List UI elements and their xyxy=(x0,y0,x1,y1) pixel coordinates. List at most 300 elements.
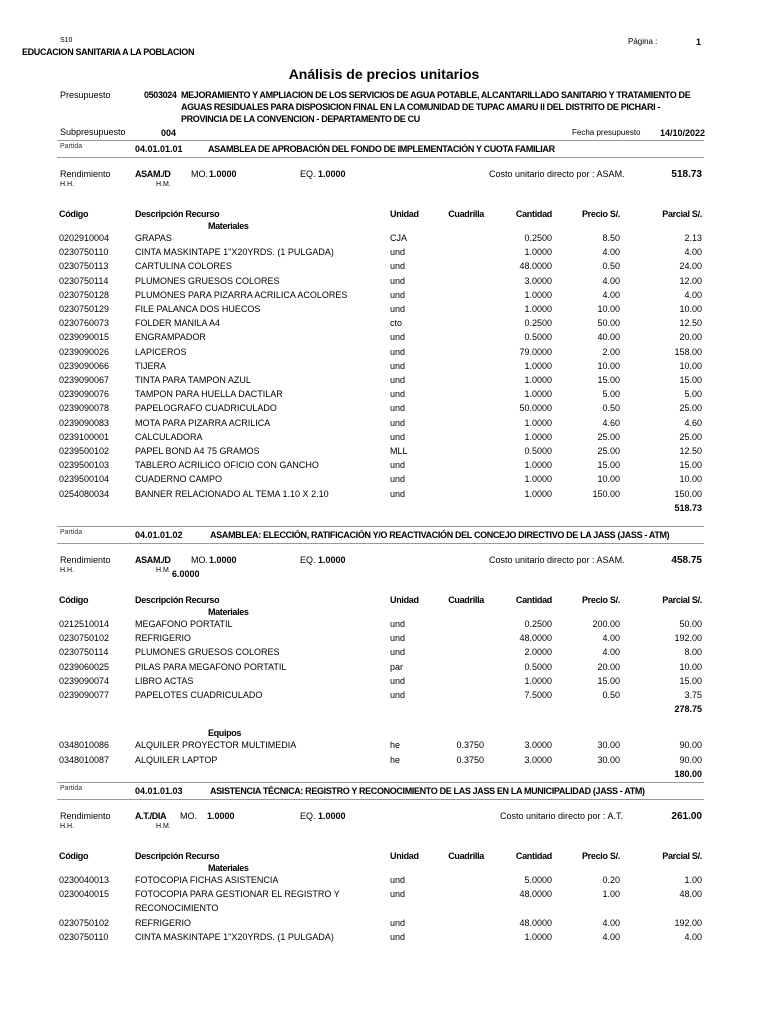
resource-parcial: 12.00 xyxy=(679,275,702,286)
resource-unit: und xyxy=(390,247,406,258)
resource-description: BANNER RELACIONADO AL TEMA 1.10 X 2.10 xyxy=(135,488,329,499)
resource-unit: und xyxy=(390,474,406,485)
presupuesto-desc-line1: MEJORAMIENTO Y AMPLIACION DE LOS SERVICIOS DE AGUA POTABLE, ALCANTARILLADO SANITARIO Y TRATAMIENTO DE xyxy=(181,90,691,100)
resource-parcial: 4.00 xyxy=(684,289,702,300)
resource-cantidad: 48.0000 xyxy=(519,889,552,900)
table-row xyxy=(0,662,768,676)
resource-unit: und xyxy=(390,889,406,900)
resource-precio: 10.00 xyxy=(597,304,620,314)
resource-cantidad: 1.0000 xyxy=(524,417,552,428)
resource-precio: 40.00 xyxy=(597,332,620,343)
resource-cantidad: 1.0000 xyxy=(524,488,552,499)
table-row xyxy=(0,403,768,417)
resource-unit: und xyxy=(390,431,406,442)
resource-code: 0230760073 xyxy=(59,318,110,329)
resource-cantidad: 0.2500 xyxy=(524,318,552,329)
page-label: Página : xyxy=(628,37,658,46)
resource-cantidad: 79.0000 xyxy=(519,346,552,357)
resource-precio: 15.00 xyxy=(597,675,620,686)
hh-label: H.H. xyxy=(60,567,74,574)
organization-name: EDUCACION SANITARIA A LA POBLACION xyxy=(22,47,195,57)
resource-unit: und xyxy=(390,875,406,885)
eq-label: EQ. xyxy=(300,555,316,565)
resource-unit: und xyxy=(390,690,406,700)
table-row xyxy=(0,889,768,914)
presupuesto-desc-line3: PROVINCIA DE LA CONVENCION - DEPARTAMENTO DE CU xyxy=(181,114,420,124)
table-header xyxy=(0,851,768,865)
resource-precio: 200.00 xyxy=(592,619,620,629)
hh-label: H.H. xyxy=(60,823,74,830)
resource-description: CINTA MASKINTAPE 1"X20YRDS. (1 PULGADA) xyxy=(135,247,334,258)
hm-label: H.M. xyxy=(156,823,171,830)
resource-code: 0239500103 xyxy=(59,460,110,471)
rendimiento-unit: ASAM./D xyxy=(135,169,171,179)
presupuesto-desc-line2: AGUAS RESIDUALES PARA DISPOSICION FINAL EN LA COMUNIDAD DE TUPAC AMARU II DEL DISTRITO DE PICHARI - xyxy=(181,102,661,112)
resource-parcial: 90.00 xyxy=(679,754,702,765)
resource-code: 0239090067 xyxy=(59,375,110,385)
partida-label: Partida xyxy=(60,529,83,536)
resource-description: ENGRAMPADOR xyxy=(135,332,206,343)
mo-label: MO. xyxy=(191,169,208,179)
resource-unit: MLL xyxy=(390,446,408,456)
mo-label: MO. xyxy=(180,811,197,821)
resource-precio: 30.00 xyxy=(597,740,620,751)
resource-unit: und xyxy=(390,346,406,357)
resource-cantidad: 0.2500 xyxy=(524,619,552,629)
resource-unit: und xyxy=(390,917,406,928)
resource-precio: 0.20 xyxy=(602,875,620,885)
resource-cantidad: 1.0000 xyxy=(524,474,552,485)
partida-title: ASAMBLEA DE APROBACIÓN DEL FONDO DE IMPLEMENTACIÓN Y CUOTA FAMILIAR xyxy=(208,144,555,154)
subpresupuesto-label: Subpresupuesto xyxy=(60,127,126,137)
partida-title: ASISTENCIA TÉCNICA: REGISTRO Y RECONOCIMIENTO DE LAS JASS EN LA MUNICIPALIDAD (JASS - ATM) xyxy=(210,786,645,796)
resource-code: 0348010086 xyxy=(59,740,110,751)
group-name: Materiales xyxy=(208,607,249,617)
resource-unit: und xyxy=(390,332,406,343)
resource-description: CARTULINA COLORES xyxy=(135,261,232,272)
col-codigo-header: Código xyxy=(59,851,89,861)
col-cuadrilla-header: Cuadrilla xyxy=(448,595,484,605)
resource-unit: und xyxy=(390,633,406,644)
partida-code: 04.01.01.01 xyxy=(135,144,183,154)
resource-description-cont: RECONOCIMIENTO xyxy=(135,903,219,914)
partida-label: Partida xyxy=(60,785,83,792)
resource-parcial: 12.50 xyxy=(679,318,702,329)
group-name: Materiales xyxy=(208,221,249,231)
resource-parcial: 15.00 xyxy=(679,675,702,686)
resource-parcial: 8.00 xyxy=(684,647,702,658)
resource-precio: 4.00 xyxy=(602,247,620,258)
rendimiento-label: Rendimiento xyxy=(60,555,111,565)
mo-value: 1.0000 xyxy=(209,169,237,179)
table-row xyxy=(0,318,768,332)
partida-title-divider xyxy=(57,799,704,800)
col-codigo-header: Código xyxy=(59,595,89,605)
costo-value: 458.75 xyxy=(671,555,702,566)
table-row xyxy=(0,432,768,446)
resource-description: PLUMONES PARA PIZARRA ACRILICA ACOLORES xyxy=(135,289,348,300)
partida-top-divider xyxy=(57,140,704,141)
resource-cantidad: 0.2500 xyxy=(524,233,552,243)
resource-unit: und xyxy=(390,304,406,314)
resource-unit: und xyxy=(390,647,406,658)
mo-value: 1.0000 xyxy=(207,811,235,821)
resource-code: 0230750128 xyxy=(59,289,110,300)
report-code: S10 xyxy=(60,37,73,44)
table-row xyxy=(0,233,768,247)
table-row xyxy=(0,389,768,403)
resource-description: MEGAFONO PORTATIL xyxy=(135,619,233,629)
resource-cantidad: 1.0000 xyxy=(524,375,552,385)
resource-cantidad: 1.0000 xyxy=(524,675,552,686)
resource-precio: 8.50 xyxy=(602,233,620,243)
resource-precio: 25.00 xyxy=(597,431,620,442)
resource-parcial: 10.00 xyxy=(679,661,702,672)
resource-unit: CJA xyxy=(390,233,408,243)
resource-parcial: 90.00 xyxy=(679,740,702,751)
resource-cantidad: 1.0000 xyxy=(524,931,552,942)
resource-code: 0239090083 xyxy=(59,417,110,428)
resource-unit: und xyxy=(390,261,406,272)
group-name: Materiales xyxy=(208,863,249,873)
resource-code: 0230750110 xyxy=(59,247,109,258)
resource-precio: 4.60 xyxy=(602,417,620,428)
table-row xyxy=(0,647,768,661)
resource-precio: 20.00 xyxy=(597,661,620,672)
resource-parcial: 5.00 xyxy=(684,389,702,400)
table-row xyxy=(0,460,768,474)
group-total: 278.75 xyxy=(674,704,702,715)
resource-parcial: 158.00 xyxy=(674,346,702,357)
resource-code: 0239090078 xyxy=(59,403,110,414)
resource-description: FILE PALANCA DOS HUECOS xyxy=(135,304,261,314)
eq-value: 1.0000 xyxy=(318,811,346,821)
resource-precio: 1.00 xyxy=(602,889,620,900)
table-row xyxy=(0,474,768,488)
col-unidad-header: Unidad xyxy=(390,209,419,219)
resource-code: 0239500104 xyxy=(59,474,110,485)
col-codigo-header: Código xyxy=(59,209,89,219)
fecha-value: 14/10/2022 xyxy=(660,128,706,138)
group-total: 518.73 xyxy=(674,502,702,513)
eq-label: EQ. xyxy=(300,169,316,179)
table-row xyxy=(0,375,768,389)
table-row xyxy=(0,276,768,290)
resource-cantidad: 5.0000 xyxy=(524,875,552,885)
table-row xyxy=(0,875,768,889)
col-cantidad-header: Cantidad xyxy=(515,595,552,605)
col-descripcion-header: Descripción Recurso xyxy=(135,595,220,605)
col-precio-header: Precio S/. xyxy=(581,209,620,219)
resource-cantidad: 1.0000 xyxy=(524,389,552,400)
rendimiento-unit: ASAM./D xyxy=(135,555,171,565)
resource-description: TIJERA xyxy=(135,360,167,371)
resource-unit: und xyxy=(390,375,406,385)
fecha-label: Fecha presupuesto xyxy=(572,128,641,137)
presupuesto-label: Presupuesto xyxy=(60,90,111,100)
resource-precio: 4.00 xyxy=(602,633,620,644)
resource-description: LIBRO ACTAS xyxy=(135,675,194,686)
resource-description: FOLDER MANILA A4 xyxy=(135,318,221,329)
resource-code: 0230750113 xyxy=(59,261,109,272)
resource-precio: 15.00 xyxy=(597,460,620,471)
resource-description: REFRIGERIO xyxy=(135,633,192,644)
resource-precio: 5.00 xyxy=(602,389,620,400)
resource-code: 0239090066 xyxy=(59,360,110,371)
col-cuadrilla-header: Cuadrilla xyxy=(448,851,484,861)
resource-precio: 2.00 xyxy=(602,346,620,357)
resource-unit: und xyxy=(390,403,406,414)
resource-description: TABLERO ACRILICO OFICIO CON GANCHO xyxy=(135,460,319,471)
resource-description: LAPICEROS xyxy=(135,346,187,357)
resource-description: CUADERNO CAMPO xyxy=(135,474,223,485)
col-unidad-header: Unidad xyxy=(390,851,419,861)
resource-code: 0239090076 xyxy=(59,389,110,400)
resource-code: 0230040013 xyxy=(59,875,110,885)
resource-code: 0230750129 xyxy=(59,304,110,314)
resource-precio: 4.00 xyxy=(602,289,620,300)
resource-cantidad: 48.0000 xyxy=(519,917,552,928)
mo-label: MO. xyxy=(191,555,208,565)
resource-precio: 25.00 xyxy=(597,446,620,456)
resource-parcial: 10.00 xyxy=(679,360,702,371)
resource-unit: cto xyxy=(390,318,403,329)
resource-unit: und xyxy=(390,460,406,471)
resource-parcial: 3.75 xyxy=(684,690,702,700)
presupuesto-code: 0503024 xyxy=(144,90,177,100)
resource-cantidad: 1.0000 xyxy=(524,460,552,471)
resource-parcial: 20.00 xyxy=(679,332,702,343)
col-cuadrilla-header: Cuadrilla xyxy=(448,209,484,219)
mo-value: 1.0000 xyxy=(209,555,237,565)
table-row xyxy=(0,932,768,946)
resource-unit: und xyxy=(390,417,406,428)
table-row xyxy=(0,332,768,346)
col-descripcion-header: Descripción Recurso xyxy=(135,851,220,861)
resource-unit: he xyxy=(390,754,401,765)
resource-cantidad: 1.0000 xyxy=(524,247,552,258)
resource-cantidad: 50.0000 xyxy=(519,403,552,414)
eq-label: EQ. xyxy=(300,811,316,821)
resource-code: 0230750114 xyxy=(59,275,109,286)
resource-cantidad: 1.0000 xyxy=(524,360,552,371)
rendimiento-label: Rendimiento xyxy=(60,169,111,179)
col-parcial-header: Parcial S/. xyxy=(662,595,702,605)
resource-precio: 50.00 xyxy=(597,318,620,329)
resource-unit: und xyxy=(390,488,406,499)
resource-parcial: 15.00 xyxy=(679,375,702,385)
col-parcial-header: Parcial S/. xyxy=(662,851,702,861)
resource-description: CALCULADORA xyxy=(135,431,203,442)
partida-code: 04.01.01.02 xyxy=(135,530,183,540)
resource-description: CINTA MASKINTAPE 1"X20YRDS. (1 PULGADA) xyxy=(135,931,334,942)
resource-cantidad: 48.0000 xyxy=(519,633,552,644)
partida-title-divider xyxy=(57,543,704,544)
resource-code: 0230750114 xyxy=(59,647,109,658)
resource-description: TINTA PARA TAMPON AZUL xyxy=(135,375,251,385)
resource-description: PLUMONES GRUESOS COLORES xyxy=(135,275,280,286)
partida-top-divider xyxy=(57,526,704,527)
hm-label: H.M. xyxy=(156,181,171,188)
col-parcial-header: Parcial S/. xyxy=(662,209,702,219)
resource-cantidad: 2.0000 xyxy=(524,647,552,658)
resource-code: 0239090074 xyxy=(59,675,110,686)
resource-code: 0254080034 xyxy=(59,488,110,499)
costo-value: 518.73 xyxy=(671,169,702,180)
resource-precio: 0.50 xyxy=(602,261,620,272)
resource-parcial: 4.60 xyxy=(684,417,702,428)
resource-parcial: 4.00 xyxy=(684,247,702,258)
resource-unit: und xyxy=(390,289,406,300)
table-row xyxy=(0,290,768,304)
partida-top-divider xyxy=(57,782,704,783)
page-number: 1 xyxy=(696,37,702,47)
col-precio-header: Precio S/. xyxy=(581,851,620,861)
hm-value: 6.0000 xyxy=(172,569,200,579)
table-row xyxy=(0,247,768,261)
resource-description: ALQUILER PROYECTOR MULTIMEDIA xyxy=(135,740,297,751)
resource-unit: und xyxy=(390,931,406,942)
table-row xyxy=(0,361,768,375)
resource-description: ALQUILER LAPTOP xyxy=(135,754,218,765)
resource-description: PAPELOGRAFO CUADRICULADO xyxy=(135,403,277,414)
resource-cuadrilla: 0.3750 xyxy=(456,754,484,765)
col-precio-header: Precio S/. xyxy=(581,595,620,605)
resource-code: 0230040015 xyxy=(59,889,110,900)
resource-parcial: 192.00 xyxy=(674,917,702,928)
table-row xyxy=(0,633,768,647)
subpresupuesto-code: 004 xyxy=(161,128,177,138)
partida-label: Partida xyxy=(60,143,83,150)
resource-cantidad: 0.5000 xyxy=(524,332,552,343)
resource-precio: 4.00 xyxy=(602,931,620,942)
resource-cantidad: 1.0000 xyxy=(524,289,552,300)
resource-description: TAMPON PARA HUELLA DACTILAR xyxy=(135,389,283,400)
resource-description: FOTOCOPIA PARA GESTIONAR EL REGISTRO Y xyxy=(135,889,340,900)
resource-unit: und xyxy=(390,389,406,400)
resource-cantidad: 0.5000 xyxy=(524,446,552,456)
resource-code: 0230750102 xyxy=(59,917,110,928)
table-row xyxy=(0,446,768,460)
resource-parcial: 1.00 xyxy=(684,875,702,885)
resource-description: PILAS PARA MEGAFONO PORTATIL xyxy=(135,661,287,672)
resource-description: FOTOCOPIA FICHAS ASISTENCIA xyxy=(135,875,279,885)
table-row xyxy=(0,489,768,503)
resource-code: 0212510014 xyxy=(59,619,110,629)
resource-precio: 150.00 xyxy=(592,488,620,499)
resource-parcial: 2.13 xyxy=(684,233,702,243)
costo-label: Costo unitario directo por : ASAM. xyxy=(489,169,625,179)
resource-parcial: 24.00 xyxy=(679,261,702,272)
resource-parcial: 10.00 xyxy=(679,304,702,314)
resource-precio: 10.00 xyxy=(597,360,620,371)
resource-code: 0239090026 xyxy=(59,346,110,357)
partida-code: 04.01.01.03 xyxy=(135,786,183,796)
resource-parcial: 48.00 xyxy=(679,889,702,900)
table-row xyxy=(0,418,768,432)
resource-code: 0239090077 xyxy=(59,690,110,700)
costo-value: 261.00 xyxy=(671,811,702,822)
col-unidad-header: Unidad xyxy=(390,595,419,605)
resource-parcial: 15.00 xyxy=(679,460,702,471)
resource-cantidad: 1.0000 xyxy=(524,431,552,442)
col-descripcion-header: Descripción Recurso xyxy=(135,209,220,219)
resource-code: 0239500102 xyxy=(59,446,110,456)
table-row xyxy=(0,261,768,275)
resource-description: REFRIGERIO xyxy=(135,917,192,928)
resource-cantidad: 3.0000 xyxy=(524,275,552,286)
col-cantidad-header: Cantidad xyxy=(515,209,552,219)
resource-unit: und xyxy=(390,360,406,371)
table-row xyxy=(0,690,768,704)
page-title: Análisis de precios unitarios xyxy=(288,66,480,82)
resource-unit: und xyxy=(390,675,406,686)
resource-precio: 0.50 xyxy=(602,403,620,414)
hm-label: H.M. xyxy=(156,567,171,574)
resource-code: 0348010087 xyxy=(59,754,110,765)
resource-code: 0239060025 xyxy=(59,661,110,672)
group-name: Equipos xyxy=(208,728,242,739)
resource-description: GRAPAS xyxy=(135,233,172,243)
table-row xyxy=(0,619,768,633)
resource-parcial: 10.00 xyxy=(679,474,702,485)
resource-parcial: 50.00 xyxy=(679,619,702,629)
resource-parcial: 192.00 xyxy=(674,633,702,644)
table-header xyxy=(0,209,768,223)
resource-cantidad: 0.5000 xyxy=(524,661,552,672)
resource-parcial: 4.00 xyxy=(684,931,702,942)
resource-code: 0202910004 xyxy=(59,233,110,243)
resource-description: PLUMONES GRUESOS COLORES xyxy=(135,647,280,658)
resource-unit: par xyxy=(390,661,404,672)
resource-cantidad: 7.5000 xyxy=(524,690,552,700)
resource-parcial: 25.00 xyxy=(679,403,702,414)
resource-parcial: 25.00 xyxy=(679,431,702,442)
table-row xyxy=(0,740,768,754)
eq-value: 1.0000 xyxy=(318,169,346,179)
table-row xyxy=(0,676,768,690)
resource-description: MOTA PARA PIZARRA ACRILICA xyxy=(135,417,271,428)
resource-parcial: 12.50 xyxy=(679,446,702,456)
rendimiento-unit: A.T./DIA xyxy=(135,811,167,821)
resource-unit: und xyxy=(390,619,406,629)
costo-label: Costo unitario directo por : ASAM. xyxy=(489,555,625,565)
rendimiento-label: Rendimiento xyxy=(60,811,111,821)
resource-cantidad: 48.0000 xyxy=(519,261,552,272)
group-total: 180.00 xyxy=(674,768,702,779)
resource-cantidad: 3.0000 xyxy=(524,754,552,765)
resource-precio: 4.00 xyxy=(602,917,620,928)
col-cantidad-header: Cantidad xyxy=(515,851,552,861)
resource-description: PAPELOTES CUADRICULADO xyxy=(135,690,263,700)
hh-label: H.H. xyxy=(60,181,74,188)
resource-precio: 15.00 xyxy=(597,375,620,385)
resource-description: PAPEL BOND A4 75 GRAMOS xyxy=(135,446,260,456)
eq-value: 1.0000 xyxy=(318,555,346,565)
resource-code: 0230750110 xyxy=(59,931,109,942)
partida-title: ASAMBLEA: ELECCIÓN, RATIFICACIÓN Y/O REACTIVACIÓN DEL CONCEJO DIRECTIVO DE LA JASS (JASS - ATM) xyxy=(210,530,670,540)
table-row xyxy=(0,918,768,932)
resource-code: 0239090015 xyxy=(59,332,110,343)
resource-cantidad: 3.0000 xyxy=(524,740,552,751)
table-header xyxy=(0,595,768,609)
resource-code: 0230750102 xyxy=(59,633,110,644)
resource-precio: 0.50 xyxy=(602,690,620,700)
resource-code: 0239100001 xyxy=(59,431,110,442)
table-row xyxy=(0,347,768,361)
resource-cantidad: 1.0000 xyxy=(524,304,552,314)
table-row xyxy=(0,755,768,769)
